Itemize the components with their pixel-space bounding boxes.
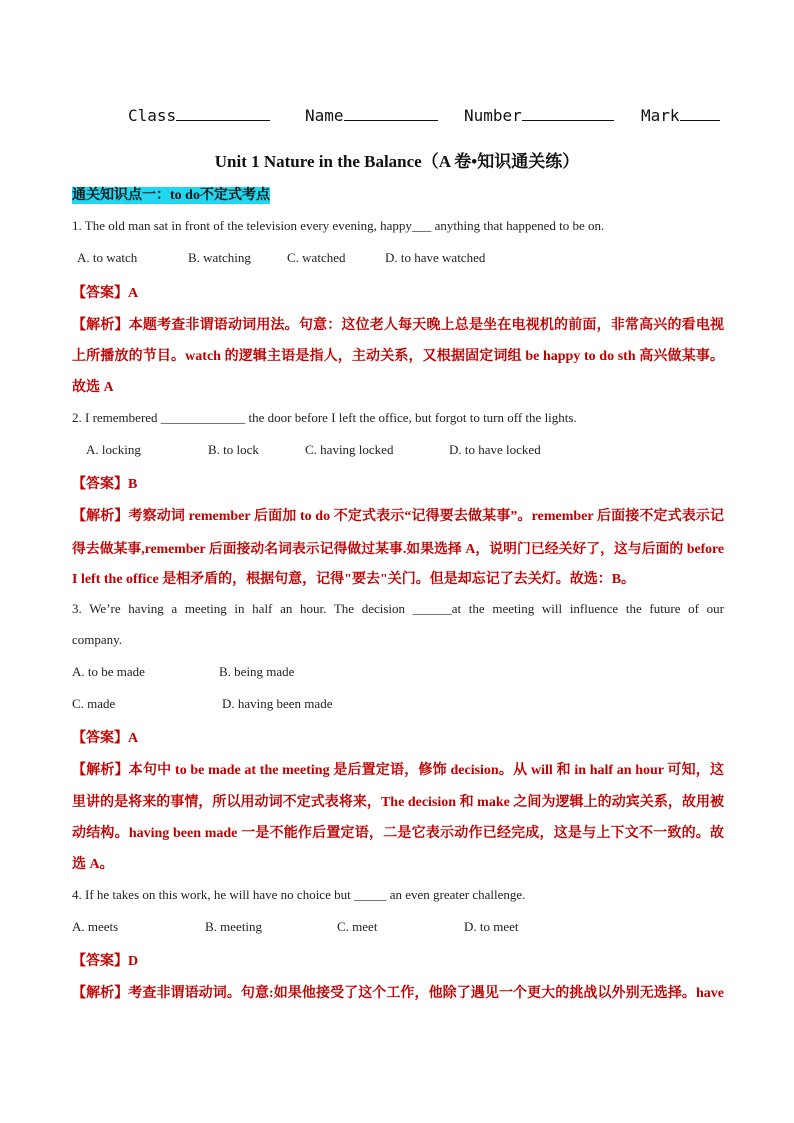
- mark-label: Mark: [641, 106, 680, 125]
- option-a[interactable]: A. locking: [86, 442, 141, 457]
- question-3-explanation-line-1: 【解析】本句中 to be made at the meeting 是后置定语，修饰 decision。从 will 和 in half an hour 可知，这: [72, 763, 724, 778]
- student-info-row: [0, 106, 794, 130]
- name-field: [305, 106, 438, 125]
- question-2-explanation-line-3: I left the office 是相矛盾的，根据句意，记得"要去"关门。但是却忘记了去关灯。故选：B。: [72, 572, 636, 587]
- answer-value: D: [128, 954, 139, 969]
- option-c[interactable]: C. meet: [337, 919, 378, 934]
- question-3-stem-line-2: company.: [72, 632, 123, 647]
- question-2-stem: 2. I remembered _____________ the door before I left the office, but forgot to turn off the lights.: [72, 410, 577, 425]
- explain-tag: 【解析】: [72, 986, 129, 1001]
- question-3-explanation-line-2: 里讲的是将来的事情，所以用动词不定式表将来，The decision 和 make 之间为逻辑上的动宾关系，故用被: [72, 795, 724, 810]
- answer-tag: 【答案】: [72, 731, 128, 746]
- number-field: [464, 106, 614, 125]
- class-label: Class: [128, 106, 177, 125]
- answer-tag: 【答案】: [72, 477, 128, 492]
- answer-tag: 【答案】: [72, 954, 128, 969]
- question-3-explanation-line-4: 选 A。: [72, 857, 114, 872]
- option-b[interactable]: B. being made: [219, 664, 295, 679]
- answer-value: A: [128, 731, 139, 746]
- knowledge-point-suffix: 不定式考点: [199, 188, 270, 203]
- question-4-answer: [72, 950, 724, 970]
- question-3-stem-line-1: 3. We’re having a meeting in half an hour. The decision ______at the meeting will influence the future of our: [72, 601, 724, 616]
- class-blank[interactable]: [176, 106, 270, 121]
- class-field: [128, 106, 270, 125]
- option-d[interactable]: D. to meet: [464, 919, 519, 934]
- number-label: Number: [464, 106, 522, 125]
- answer-tag: 【答案】: [72, 286, 128, 301]
- option-c[interactable]: C. made: [72, 696, 116, 711]
- question-1-explanation-line-2: 上所播放的节目。watch 的逻辑主语是指人，主动关系，又根据固定词组 be happy to do sth 高兴做某事。: [72, 349, 724, 364]
- explain-tag: 【解析】: [72, 318, 129, 333]
- number-blank[interactable]: [522, 106, 614, 121]
- question-1-answer: [72, 282, 724, 302]
- question-1-explanation-line-1: 【解析】本题考查非谓语动词用法。句意：这位老人每天晚上总是坐在电视机的前面，非常高兴的看电视: [72, 318, 725, 333]
- question-3-answer: [72, 727, 724, 747]
- question-1-explanation-line-3: 故选 A: [72, 380, 114, 395]
- option-a[interactable]: A. meets: [72, 919, 119, 934]
- option-d[interactable]: D. having been made: [222, 696, 333, 711]
- name-label: Name: [305, 106, 344, 125]
- explain-tag: 【解析】: [72, 763, 129, 778]
- name-blank[interactable]: [344, 106, 438, 121]
- page-title: Unit 1 Nature in the Balance（A 卷•知识通关练）: [214, 152, 580, 171]
- knowledge-point-prefix: 通关知识点一：: [72, 188, 170, 203]
- option-a[interactable]: A. to watch: [77, 250, 138, 265]
- option-b[interactable]: B. to lock: [208, 442, 259, 457]
- question-2-explanation-line-2: 得去做某事,remember 后面接动名词表示记得做过某事.如果选择 A，说明门已经关好了，这与后面的 before: [72, 541, 724, 556]
- answer-value: B: [128, 477, 138, 492]
- option-d[interactable]: D. to have locked: [449, 442, 541, 457]
- question-3-explanation-line-3: 动结构。having been made 一是不能作后置定语，二是它表示动作已经完成，这是与上下文不一致的。故: [72, 826, 724, 841]
- answer-value: A: [128, 286, 139, 301]
- mark-field: [641, 106, 720, 125]
- option-d[interactable]: D. to have watched: [385, 250, 486, 265]
- option-c[interactable]: C. having locked: [305, 442, 394, 457]
- knowledge-point-heading: [72, 184, 270, 204]
- question-2-answer: [72, 473, 724, 493]
- option-b[interactable]: B. watching: [188, 250, 251, 265]
- option-b[interactable]: B. meeting: [205, 919, 263, 934]
- option-c[interactable]: C. watched: [287, 250, 346, 265]
- question-1-stem: 1. The old man sat in front of the television every evening, happy___ anything that happened to be on.: [72, 218, 605, 233]
- question-4-explanation-line-1: 【解析】考查非谓语动词。句意:如果他接受了这个工作，他除了遇见一个更大的挑战以外别无选择。have: [72, 986, 724, 1001]
- explain-tag: 【解析】: [72, 509, 129, 524]
- knowledge-point-keyword: to do: [170, 188, 200, 203]
- mark-blank[interactable]: [680, 106, 720, 121]
- question-2-explanation-line-1: 【解析】考察动词 remember 后面加 to do 不定式表示“记得要去做某事”。remember 后面接不定式表示记: [72, 509, 725, 524]
- question-4-stem: 4. If he takes on this work, he will have no choice but _____ an even greater challenge.: [72, 887, 526, 902]
- option-a[interactable]: A. to be made: [72, 664, 145, 679]
